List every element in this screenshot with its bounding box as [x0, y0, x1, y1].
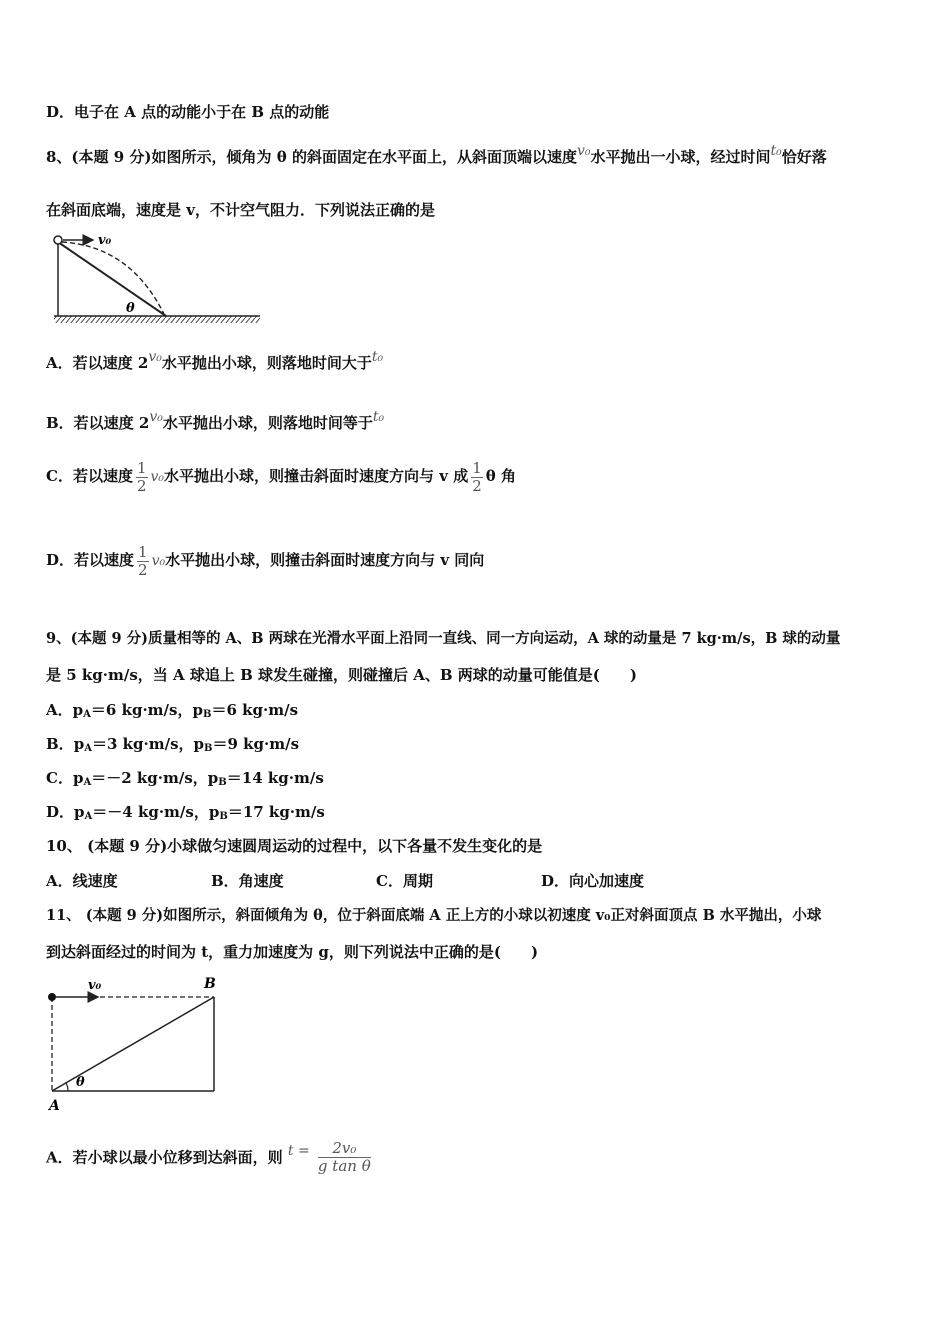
q9-option-a: A．$p_A=6$ kg·m/s，$p_B=6$ kg·m/s	[46, 701, 299, 720]
q8-option-b-part2: 水平抛出小球，则落地时间等于	[162, 414, 373, 432]
q11-stem-line1: 11、 (本题 9 分)如图所示，斜面倾角为 θ，位于斜面底端 A 正上方的小球以初速度 v₀正对斜面顶点 B 水平抛出，小球	[46, 907, 822, 924]
q11-stem-line2: 到达斜面经过的时间为 t，重力加速度为 g，则下列说法中正确的是( )	[46, 943, 539, 961]
q11-a-label: A	[49, 1098, 60, 1114]
q8-stem-part1: 8、(本题 9 分)如图所示，倾角为 θ 的斜面固定在水平面上，从斜面顶端以速度	[46, 148, 577, 166]
q8-option-b-part1: B．若以速度 2	[46, 414, 150, 432]
q11-theta-label: θ	[76, 1075, 85, 1090]
q8-option-c-part3: θ 角	[485, 467, 516, 485]
q8-option-b-v0: v₀	[149, 409, 163, 425]
q8-stem-line1	[46, 143, 827, 167]
q11-option-a-lhs: t =	[287, 1143, 310, 1159]
q8-ground-hatch	[54, 316, 260, 323]
q11-option-a-fraction	[318, 1140, 371, 1174]
q11-ball	[48, 993, 56, 1001]
q8-stem-part3: 恰好落	[781, 148, 827, 166]
q8-incline	[58, 242, 166, 316]
q10-option-a: A．线速度	[46, 872, 118, 890]
q10-option-c: C．周期	[376, 872, 433, 890]
q8-option-b-t0: t₀	[372, 409, 385, 425]
q8-option-c	[46, 460, 516, 494]
q9-option-b: B．$p_A=3$ kg·m/s，$p_B=9$ kg·m/s	[46, 735, 300, 754]
q8-option-a-v0: v₀	[148, 349, 162, 365]
q11-fraction-den: g tan θ	[317, 1156, 371, 1175]
q8-option-b	[46, 409, 385, 433]
q8-option-a	[46, 349, 384, 373]
q8-option-c-half: $\frac{1}{2}$	[136, 459, 147, 495]
q8-theta-label: θ	[126, 301, 135, 316]
q10-option-b: B．角速度	[211, 872, 284, 890]
q8-option-a-t0: t₀	[371, 349, 384, 365]
q11-angle-arc	[66, 1083, 68, 1091]
q8-ball	[54, 236, 62, 244]
q8-option-d-part2: 水平抛出小球，则撞击斜面时速度方向与 v 同向	[165, 551, 485, 569]
q8-v0-label: v₀	[98, 233, 112, 248]
prev-option-d: D．电子在 A 点的动能小于在 B 点的动能	[46, 103, 330, 121]
q10-stem: 10、 (本题 9 分)小球做匀速圆周运动的过程中，以下各量不发生变化的是	[46, 837, 543, 855]
q8-option-d-v0: v₀	[151, 553, 166, 569]
q9-option-d: D．$p_A=-4$ kg·m/s，$p_B=17$ kg·m/s	[46, 803, 325, 822]
q8-stem-line2: 在斜面底端，速度是 v，不计空气阻力．下列说法正确的是	[46, 201, 435, 219]
q8-option-d-half: $\frac{1}{2}$	[138, 543, 148, 579]
q8-option-c-v0: v₀	[150, 469, 165, 485]
q9-option-c: C．$p_A=-2$ kg·m/s，$p_B=14$ kg·m/s	[46, 769, 324, 788]
q8-option-a-part1: A．若以速度 2	[46, 354, 149, 372]
q8-v0: v₀	[576, 143, 591, 159]
q11-figure	[44, 970, 229, 1115]
q11-v0-label: v₀	[88, 978, 102, 993]
q9-stem-line2: 是 5 kg·m/s，当 A 球追上 B 球发生碰撞，则碰撞后 A、B 两球的动量可能值是( )	[46, 666, 637, 684]
q10-option-d: D．向心加速度	[541, 872, 645, 890]
q8-stem-part2: 水平抛出一小球，经过时间	[590, 148, 771, 166]
q8-option-d	[46, 544, 484, 578]
q8-option-c-part1: C．若以速度	[46, 467, 133, 485]
q8-option-c-half-angle: $\frac{1}{2}$	[472, 459, 482, 495]
q11-b-label: B	[204, 976, 216, 992]
q9-stem-line1: 9、(本题 9 分)质量相等的 A、B 两球在光滑水平面上沿同一直线、同一方向运动，A 球的动量是 7 kg·m/s，B 球的动量	[46, 630, 841, 647]
q8-option-d-part1: D．若以速度	[46, 551, 135, 569]
q11-option-a	[46, 1140, 374, 1174]
q8-t0: t₀	[770, 143, 782, 159]
q8-figure	[50, 228, 265, 328]
q8-option-a-part2: 水平抛出小球，则落地时间大于	[161, 354, 372, 372]
q11-fraction-num: 2v₀	[318, 1140, 371, 1158]
q11-option-a-text: A．若小球以最小位移到达斜面，则	[46, 1148, 283, 1167]
q8-option-c-part2: 水平抛出小球，则撞击斜面时速度方向与 v 成	[164, 467, 469, 485]
